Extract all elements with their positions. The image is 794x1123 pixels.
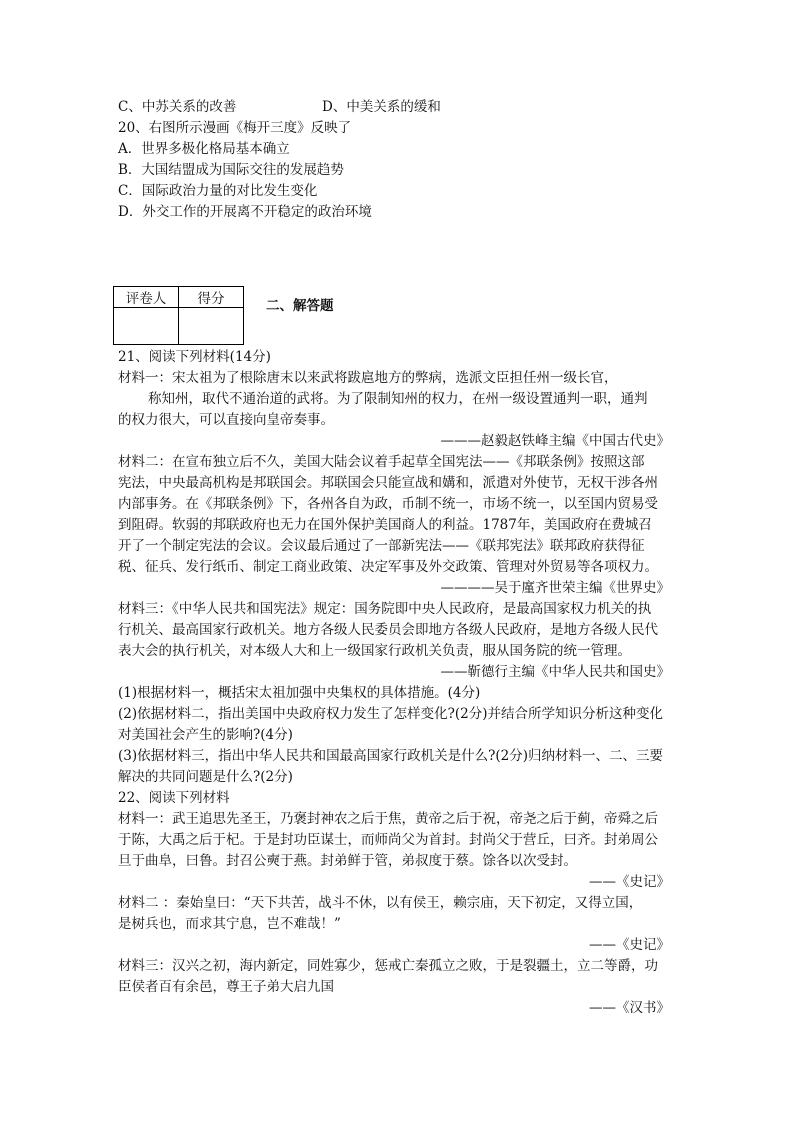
q21-material1-line1: 材料一：宋太祖为了根除唐末以来武将跋扈地方的弊病，选派文臣担任州一级长官， [118,370,618,386]
q21-material3-line2: 行机关、最高国家行政机关。地方各级人民委员会即地方各级人民政府，是地方各级人民代 [118,622,658,638]
q20-option-b: B．大国结盟成为国际交往的发展趋势 [118,162,344,178]
q22-material3-line2: 臣侯者百有余邑，尊王子弟大启九国 [118,979,334,995]
q20-option-a: A．世界多极化格局基本确立 [118,141,290,157]
score-table [113,286,244,345]
q21-material1-source: ———赵毅赵铁峰主编《中国古代史》 [440,433,670,449]
q22-material2-line2: 是树兵也，而求其宁息，岂不难哉！” [118,916,341,932]
score-cell[interactable] [179,308,244,345]
q22-material1-line3: 旦于曲阜，曰鲁。封召公奭于燕。封弟鲜于管，弟叔度于蔡。馀各以次受封。 [118,853,577,869]
q21-stem: 21、阅读下列材料(14分) [118,349,271,365]
q21-material2-line1: 材料二：在宣布独立后不久，美国大陆会议着手起草全国宪法——《邦联条例》按照这部 [118,454,645,470]
q20-stem: 20、右图所示漫画《梅开三度》反映了 [118,120,352,136]
q21-material2-line2: 宪法，中央最高机构是邦联国会。邦联国会只能宣战和媾和，派遣对外使节，无权干涉各州 [118,475,658,491]
q21-material3-source: ——靳德行主编《中华人民共和国史》 [440,664,670,680]
q20-option-d: D．外交工作的开展离不开稳定的政治环境 [118,204,372,220]
q21-subquestion2-line1: (2)依据材料二，指出美国中央政府权力发生了怎样变化?(2分)并结合所学知识分析这种变化 [118,706,663,722]
q22-material3-line1: 材料三：汉兴之初，海内新定，同姓寡少，惩戒亡秦孤立之败，于是裂疆土，立二等爵，功 [118,958,658,974]
q20-option-c: C．国际政治力量的对比发生变化 [118,183,318,199]
reviewer-cell[interactable] [114,308,179,345]
q21-material2-line5: 开了一个制定宪法的会议。会议最后通过了一部新宪法——《联邦宪法》联邦政府获得征 [118,538,645,554]
q21-subquestion1: (1)根据材料一，概括宋太祖加强中央集权的具体措施。(4分) [118,685,481,701]
q21-material2-source: ————吴于廑齐世荣主编《世界史》 [440,580,670,596]
reviewer-header: 评卷人 [114,287,179,308]
q22-material2-line1: 材料二 ：秦始皇曰：“天下共苦，战斗不休，以有侯王，赖宗庙，天下初定，又得立国， [118,895,643,911]
q22-material1-line2: 于陈，大禹之后于杞。于是封功臣谋士，而师尚父为首封。封尚父于营丘，曰齐。封弟周公 [118,832,658,848]
q22-material3-source: ——《汉书》 [589,1000,670,1016]
q21-material2-line4: 到阻碍。软弱的邦联政府也无力在国外保护美国商人的利益。1787年，美国政府在费城召 [118,517,652,533]
q19-option-c: C、中苏关系的改善 [118,99,237,115]
section-title: 二、解答题 [266,298,334,314]
q22-material2-source: ——《史记》 [589,937,670,953]
q21-subquestion2-line2: 对美国社会产生的影响?(4分) [118,727,293,743]
q19-option-d: D、中美关系的缓和 [322,99,441,115]
q21-material1-line3: 的权力很大，可以直接向皇帝奏事。 [118,412,334,428]
q21-material1-line2: 称知州，取代不通治道的武将。为了限制知州的权力，在州一级设置通判一职，通判 [148,391,648,407]
q21-material3-line1: 材料三：《中华人民共和国宪法》规定：国务院即中央人民政府，是最高国家权力机关的执 [118,601,652,617]
q22-material1-source: ——《史记》 [589,874,670,890]
q21-material2-line6: 税、征兵、发行纸币、制定工商业政策、决定军事及外交政策、管理对外贸易等各项权力。 [118,559,658,575]
q21-material2-line3: 内部事务。在《邦联条例》下，各州各自为政，币制不统一，市场不统一，以至国内贸易受 [118,496,658,512]
q21-material3-line3: 表大会的执行机关，对本级人大和上一级国家行政机关负责，服从国务院的统一管理。 [118,643,631,659]
score-header: 得分 [179,287,244,308]
q22-stem: 22、阅读下列材料 [118,790,230,806]
q21-subquestion3-line2: 解决的共同问题是什么?(2分) [118,769,293,785]
q22-material1-line1: 材料一：武王追思先圣王，乃褒封神农之后于焦，黄帝之后于祝，帝尧之后于蓟，帝舜之后 [118,811,658,827]
q21-subquestion3-line1: (3)依据材料三，指出中华人民共和国最高国家行政机关是什么?(2分)归纳材料一、二、三要 [118,748,663,764]
